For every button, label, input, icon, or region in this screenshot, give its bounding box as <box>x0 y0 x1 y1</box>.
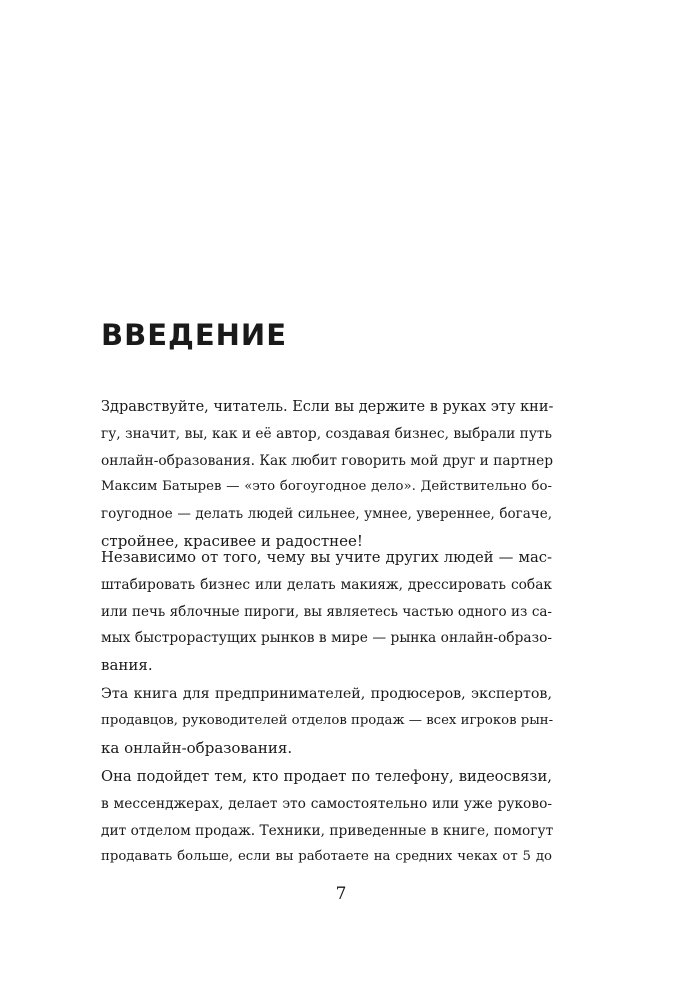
paragraph-line: Максим Батырев — «это богоугодное дело». Действительно бо- <box>101 479 552 495</box>
page-number: 7 <box>335 884 347 904</box>
paragraph-line: Эта книга для предпринимателей, продюсеров, экспертов, <box>101 686 552 702</box>
chapter-title: ВВЕДЕНИЕ <box>101 318 288 352</box>
paragraph-3 <box>101 681 552 761</box>
paragraph-line: мых быстрорастущих рынков в мире — рынка онлайн-образо- <box>101 630 552 647</box>
paragraph-line: стройнее, красивее и радостнее! <box>101 531 363 550</box>
paragraph-line: в мессенджерах, делает это самостоятельно или уже руково- <box>101 795 552 812</box>
paragraph-line: штабировать бизнес или делать макияж, дрессировать собак <box>101 576 552 593</box>
paragraph-line: продавать больше, если вы работаете на средних чеках от 5 до <box>101 849 552 865</box>
paragraph-1 <box>101 394 552 555</box>
paragraph-line: онлайн-образования. Как любит говорить мой друг и партнер <box>101 452 554 469</box>
paragraph-line: гоугодное — делать людей сильнее, умнее, увереннее, богаче, <box>101 506 552 523</box>
paragraph-line: гу, значит, вы, как и её автор, создавая бизнес, выбрали путь <box>101 425 552 442</box>
paragraph-line: вания. <box>101 656 153 675</box>
paragraph-line: дит отделом продаж. Техники, приведенные в книге, помогут <box>101 822 554 839</box>
paragraph-line: или печь яблочные пироги, вы являетесь частью одного из са- <box>101 603 552 620</box>
paragraph-line: ка онлайн-образования. <box>101 738 293 757</box>
paragraph-line: Она подойдет тем, кто продает по телефону, видеосвязи, <box>101 768 552 785</box>
paragraph-line: Независимо от того, чему вы учите других людей — мас- <box>101 549 552 566</box>
paragraph-line: Здравствуйте, читатель. Если вы держите в руках эту кни- <box>101 399 554 415</box>
paragraph-2 <box>101 545 552 679</box>
paragraph-line: продавцов, руководителей отделов продаж — всех игроков рын- <box>101 712 554 728</box>
paragraph-4 <box>101 764 552 871</box>
